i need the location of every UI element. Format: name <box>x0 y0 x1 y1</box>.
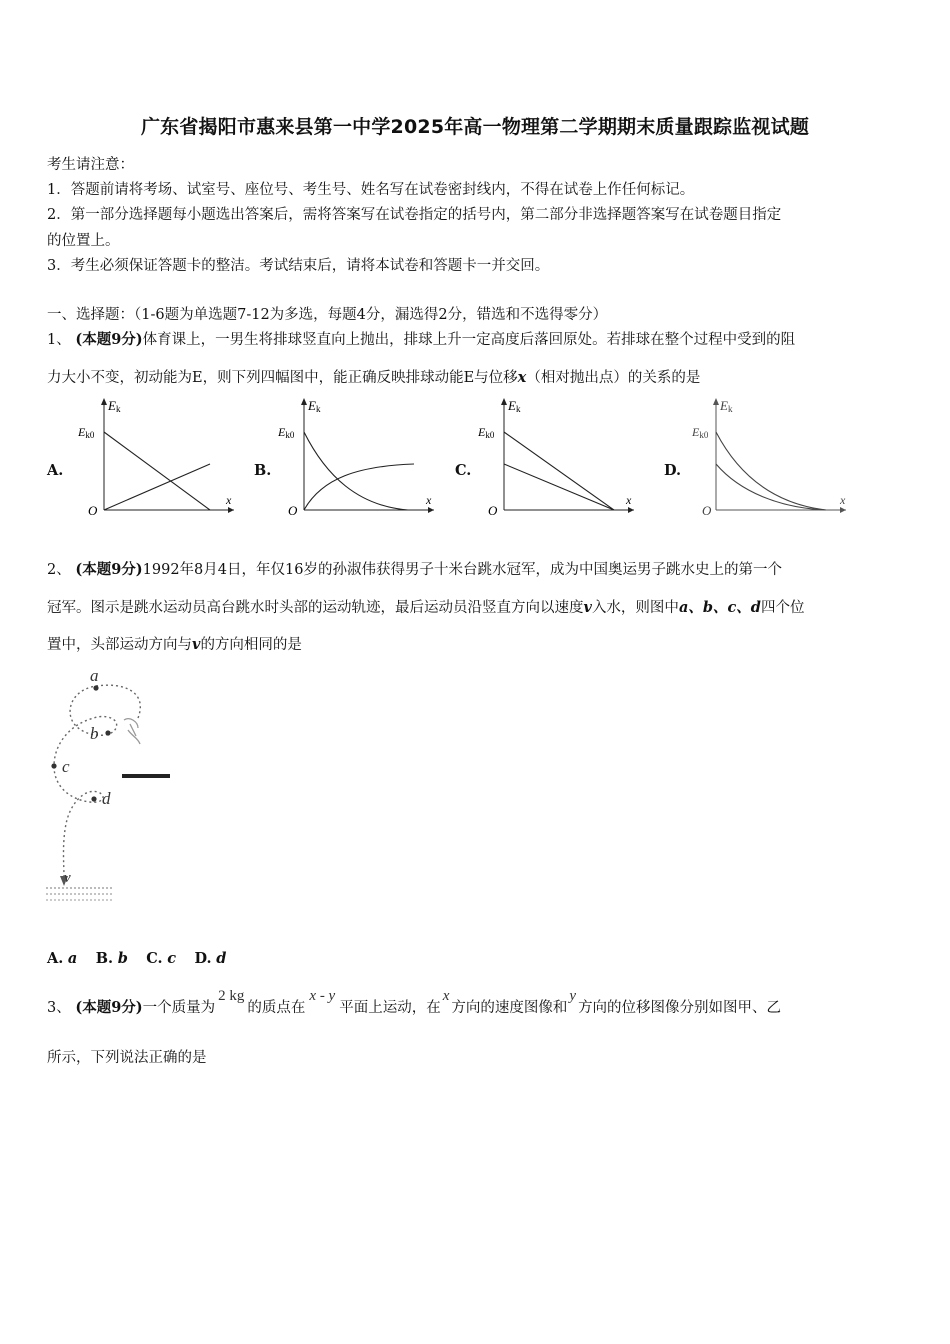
x-label: x <box>226 493 232 507</box>
x-axis-arrow-icon <box>428 507 434 513</box>
q2-line2 <box>47 596 804 617</box>
q3-number: 3、 <box>47 1000 71 1016</box>
notice-item-2-cont: 的位置上。 <box>47 233 120 249</box>
point-c <box>51 763 56 768</box>
q2-answers <box>47 950 226 967</box>
x-axis-arrow-icon <box>628 507 634 513</box>
y0-label: Ek0 <box>278 425 295 440</box>
q2-text2d: 四个位 <box>760 600 805 616</box>
q1-line2 <box>47 366 700 387</box>
q1-line1 <box>47 328 795 349</box>
y-axis-arrow-icon <box>713 398 719 405</box>
x-label: x <box>426 493 432 507</box>
point-b <box>105 730 110 735</box>
y0-label: Ek0 <box>78 425 95 440</box>
q2-text2b: 入水，则图中 <box>591 600 679 616</box>
diver-icon <box>124 719 140 744</box>
notice-heading: 考生请注意： <box>47 157 134 173</box>
origin-label: O <box>88 503 98 518</box>
q2-line1 <box>47 558 782 579</box>
q2-option-a-value: a <box>67 950 78 967</box>
page-title: 广东省揭阳市惠来县第一中学2025年高一物理第二学期期末质量跟踪监视试题 <box>140 116 810 138</box>
y-label: Ek <box>508 398 521 414</box>
label-a: a <box>90 666 99 685</box>
q3-y-dir: y <box>569 988 577 1004</box>
y-label: Ek <box>720 398 733 414</box>
q2-var-v: v <box>583 599 592 616</box>
x-axis-arrow-icon <box>228 507 234 513</box>
label-c: c <box>62 757 70 776</box>
notice-item-1: 1．答题前请将考场、试室号、座位号、考生号、姓名写在试卷密封线内，不得在试卷上作任何标记。 <box>47 182 695 198</box>
q1-text1: 体育课上，一男生将排球竖直向上抛出，排球上升一定高度后落回原处。若排球在整个过程中受到的阻 <box>142 332 796 348</box>
q3-mass: 2 kg <box>218 988 245 1004</box>
q2-option-d-label[interactable]: D. <box>194 950 212 967</box>
q1-text2a: 力大小不变，初动能为E，则下列四幅图中，能正确反映排球动能E与位移 <box>47 370 518 386</box>
q1-option-c-label[interactable]: C. <box>455 462 472 479</box>
q1-var-x: x <box>517 369 527 386</box>
q3-plane: x - y <box>309 988 336 1004</box>
curve-upper <box>716 432 826 510</box>
q3-text5: 方向的位移图像分别如图甲、乙 <box>578 1000 782 1016</box>
q2-text1: 1992年8月4日，年仅16岁的孙淑伟获得男子十米台跳水冠军，成为中国奥运男子跳水史上的第一个 <box>142 562 782 578</box>
q3-line1 <box>47 988 782 1017</box>
q3-text4: 方向的速度图像和 <box>451 1000 568 1016</box>
q2-option-d-value: d <box>216 950 227 967</box>
y0-label: Ek0 <box>478 425 495 440</box>
q3-x-dir: x <box>442 988 450 1004</box>
q1-text2b: （相对抛出点）的关系的是 <box>526 370 701 386</box>
curve-lower <box>716 464 826 510</box>
q2-vars-abcd: a、b、c、d <box>678 599 761 616</box>
q1-option-d-label[interactable]: D. <box>664 462 682 479</box>
x-axis-arrow-icon <box>840 507 846 513</box>
curve-fall <box>304 464 414 510</box>
q1-tag: (本题9分) <box>75 331 143 348</box>
q2-diving-figure <box>40 664 180 912</box>
y-axis-arrow-icon <box>101 398 107 405</box>
q2-option-b-value: b <box>117 950 128 967</box>
q3-text3: 平面上运动，在 <box>339 1000 441 1016</box>
curve-rise <box>304 432 408 510</box>
point-a <box>93 685 98 690</box>
x-label: x <box>626 493 632 507</box>
q1-number: 1、 <box>47 332 71 348</box>
platform <box>122 774 170 778</box>
notice-item-3: 3．考生必须保证答题卡的整洁。考试结束后，请将本试卷和答题卡一并交回。 <box>47 258 550 274</box>
origin-label: O <box>288 503 298 518</box>
origin-label: O <box>702 503 712 518</box>
q2-tag: (本题9分) <box>75 561 143 578</box>
y-label: Ek <box>308 398 321 414</box>
q2-option-c-value: c <box>167 950 177 967</box>
q1-option-a-label[interactable]: A. <box>47 462 64 479</box>
label-b: b <box>90 724 99 743</box>
q2-option-a-label[interactable]: A. <box>47 950 64 967</box>
label-d: d <box>102 789 111 808</box>
y-axis-arrow-icon <box>501 398 507 405</box>
q1-option-b-label[interactable]: B. <box>254 462 272 479</box>
q2-option-c-label[interactable]: C. <box>146 950 163 967</box>
q1-graph-a <box>78 394 238 522</box>
q1-graph-c <box>478 394 640 522</box>
q3-text1: 一个质量为 <box>142 1000 216 1016</box>
x-label: x <box>840 493 846 507</box>
q2-text3b: 的方向相同的是 <box>200 637 302 653</box>
q2-number: 2、 <box>47 562 71 578</box>
y-label: Ek <box>108 398 121 414</box>
q3-line2: 所示，下列说法正确的是 <box>47 1050 207 1066</box>
y0-label: Ek0 <box>692 425 709 440</box>
trajectory-path <box>54 685 140 878</box>
q3-tag: (本题9分) <box>75 999 143 1016</box>
origin-label: O <box>488 503 498 518</box>
section-heading: 一、选择题：（1-6题为单选题7-12为多选，每题4分，漏选得2分，错选和不选得零分） <box>47 307 608 323</box>
notice-item-2: 2．第一部分选择题每小题选出答案后，需将答案写在试卷指定的括号内，第二部分非选择题答案写在试卷题目指定 <box>47 207 782 223</box>
q2-option-b-label[interactable]: B. <box>95 950 114 967</box>
point-d <box>91 796 96 801</box>
label-v: v <box>64 870 71 886</box>
q1-graph-d <box>690 394 852 522</box>
q1-graph-b <box>278 394 440 522</box>
q2-var-v2: v <box>192 636 201 653</box>
q2-line3 <box>47 633 302 654</box>
y-axis-arrow-icon <box>301 398 307 405</box>
q2-text3a: 置中，头部运动方向与 <box>47 637 192 653</box>
q3-text2: 的质点在 <box>247 1000 306 1016</box>
q2-text2a: 冠军。图示是跳水运动员高台跳水时头部的运动轨迹，最后运动员沿竖直方向以速度 <box>47 600 584 616</box>
